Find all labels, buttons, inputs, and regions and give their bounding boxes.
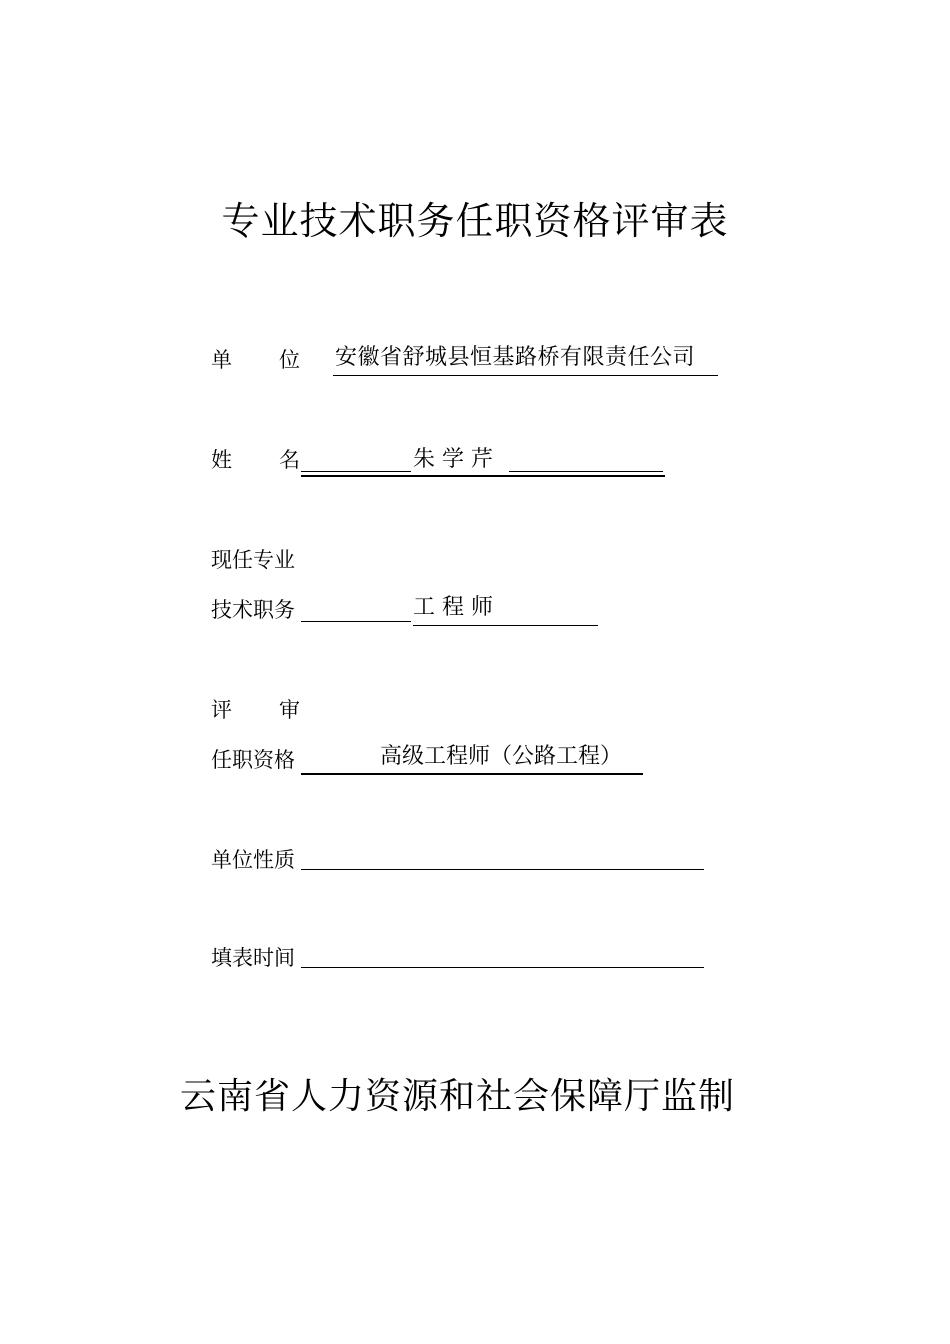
name-label-char-2: 名 [279, 448, 300, 472]
issuer-footer: 云南省人力资源和社会保障厅监制 [180, 1076, 736, 1117]
name-underline-base [301, 475, 665, 477]
qualification-label-char-1: 评 [211, 698, 232, 722]
qualification-label-line-2: 任职资格 [211, 748, 295, 772]
name-underline-left [301, 471, 411, 472]
unit-label-char-1: 单 [211, 348, 232, 372]
unit-nature-label: 单位性质 [211, 848, 295, 872]
name-label-char-1: 姓 [211, 448, 232, 472]
current-post-underline-right [413, 625, 598, 626]
current-post-value[interactable]: 工 程 师 [413, 595, 493, 620]
fill-date-label: 填表时间 [211, 946, 295, 970]
current-post-label-line-2: 技术职务 [211, 598, 295, 622]
qualification-label-char-2: 审 [279, 698, 300, 722]
unit-label-char-2: 位 [279, 348, 300, 372]
unit-underline [333, 375, 718, 376]
name-underline-right [509, 471, 663, 472]
unit-nature-underline [301, 869, 704, 870]
document-title: 专业技术职务任职资格评审表 [221, 199, 729, 243]
fill-date-underline [301, 967, 704, 968]
unit-value[interactable]: 安徽省舒城县恒基路桥有限责任公司 [335, 345, 696, 370]
qualification-value[interactable]: 高级工程师（公路工程） [380, 744, 623, 769]
current-post-label-line-1: 现任专业 [211, 548, 295, 572]
qualification-underline [301, 773, 643, 775]
current-post-underline-left [301, 621, 411, 622]
name-value[interactable]: 朱 学 芹 [413, 447, 493, 472]
